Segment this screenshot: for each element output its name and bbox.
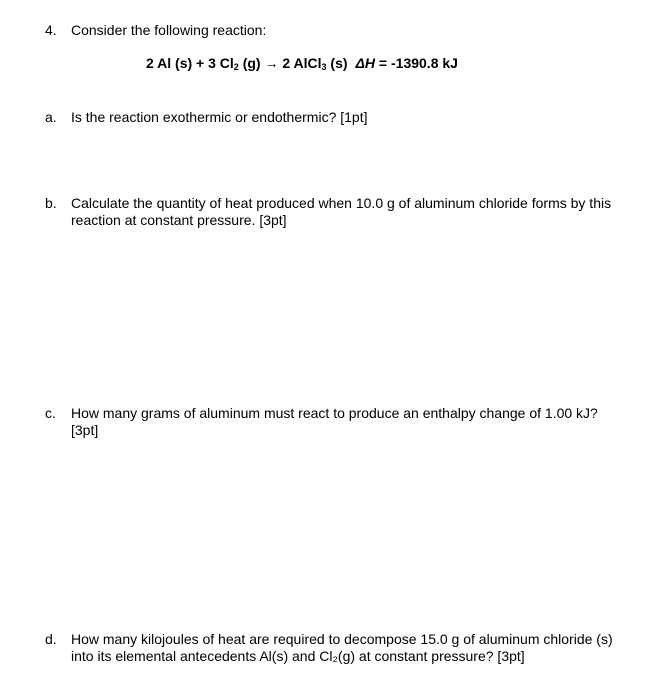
part-d — [45, 631, 620, 665]
question-prompt: Consider the following reaction: — [71, 22, 267, 38]
part-d-text: How many kilojoules of heat are required to decompose 15.0 g of aluminum chloride (s) into its elemental antecedents Al(s) and Cl₂(g) at constant pressure? [3pt] — [71, 631, 613, 664]
part-b-text: Calculate the quantity of heat produced when 10.0 g of aluminum chloride forms by this reaction at constant pressure. [3pt] — [71, 195, 612, 228]
equation-product-state: (s) — [326, 55, 348, 71]
part-b-label: b. — [45, 195, 57, 211]
delta-h-value: = -1390.8 kJ — [375, 55, 458, 71]
part-a-text: Is the reaction exothermic or endothermic? [1pt] — [71, 109, 368, 125]
equation-reactant2-state: (g) — [238, 55, 265, 71]
part-c-label: c. — [45, 405, 56, 421]
equation-product: 2 AlCl — [278, 55, 322, 71]
part-c-text: How many grams of aluminum must react to produce an enthalpy change of 1.00 kJ? [3pt] — [71, 405, 598, 438]
reaction-arrow-icon: → — [264, 55, 279, 71]
part-b — [45, 195, 620, 229]
question-number: 4. — [45, 22, 57, 38]
part-d-label: d. — [45, 631, 57, 647]
equation-reactant1: 2 Al (s) + 3 Cl — [146, 55, 234, 71]
equation-reactant1-subscript: 2 — [233, 62, 239, 72]
delta-h-symbol: ΔH — [355, 55, 376, 71]
part-c — [45, 405, 620, 439]
question-header — [45, 22, 620, 39]
reaction-equation — [146, 55, 458, 72]
equation-product-subscript: 3 — [321, 62, 327, 72]
part-a-label: a. — [45, 109, 57, 125]
part-a — [45, 109, 620, 126]
